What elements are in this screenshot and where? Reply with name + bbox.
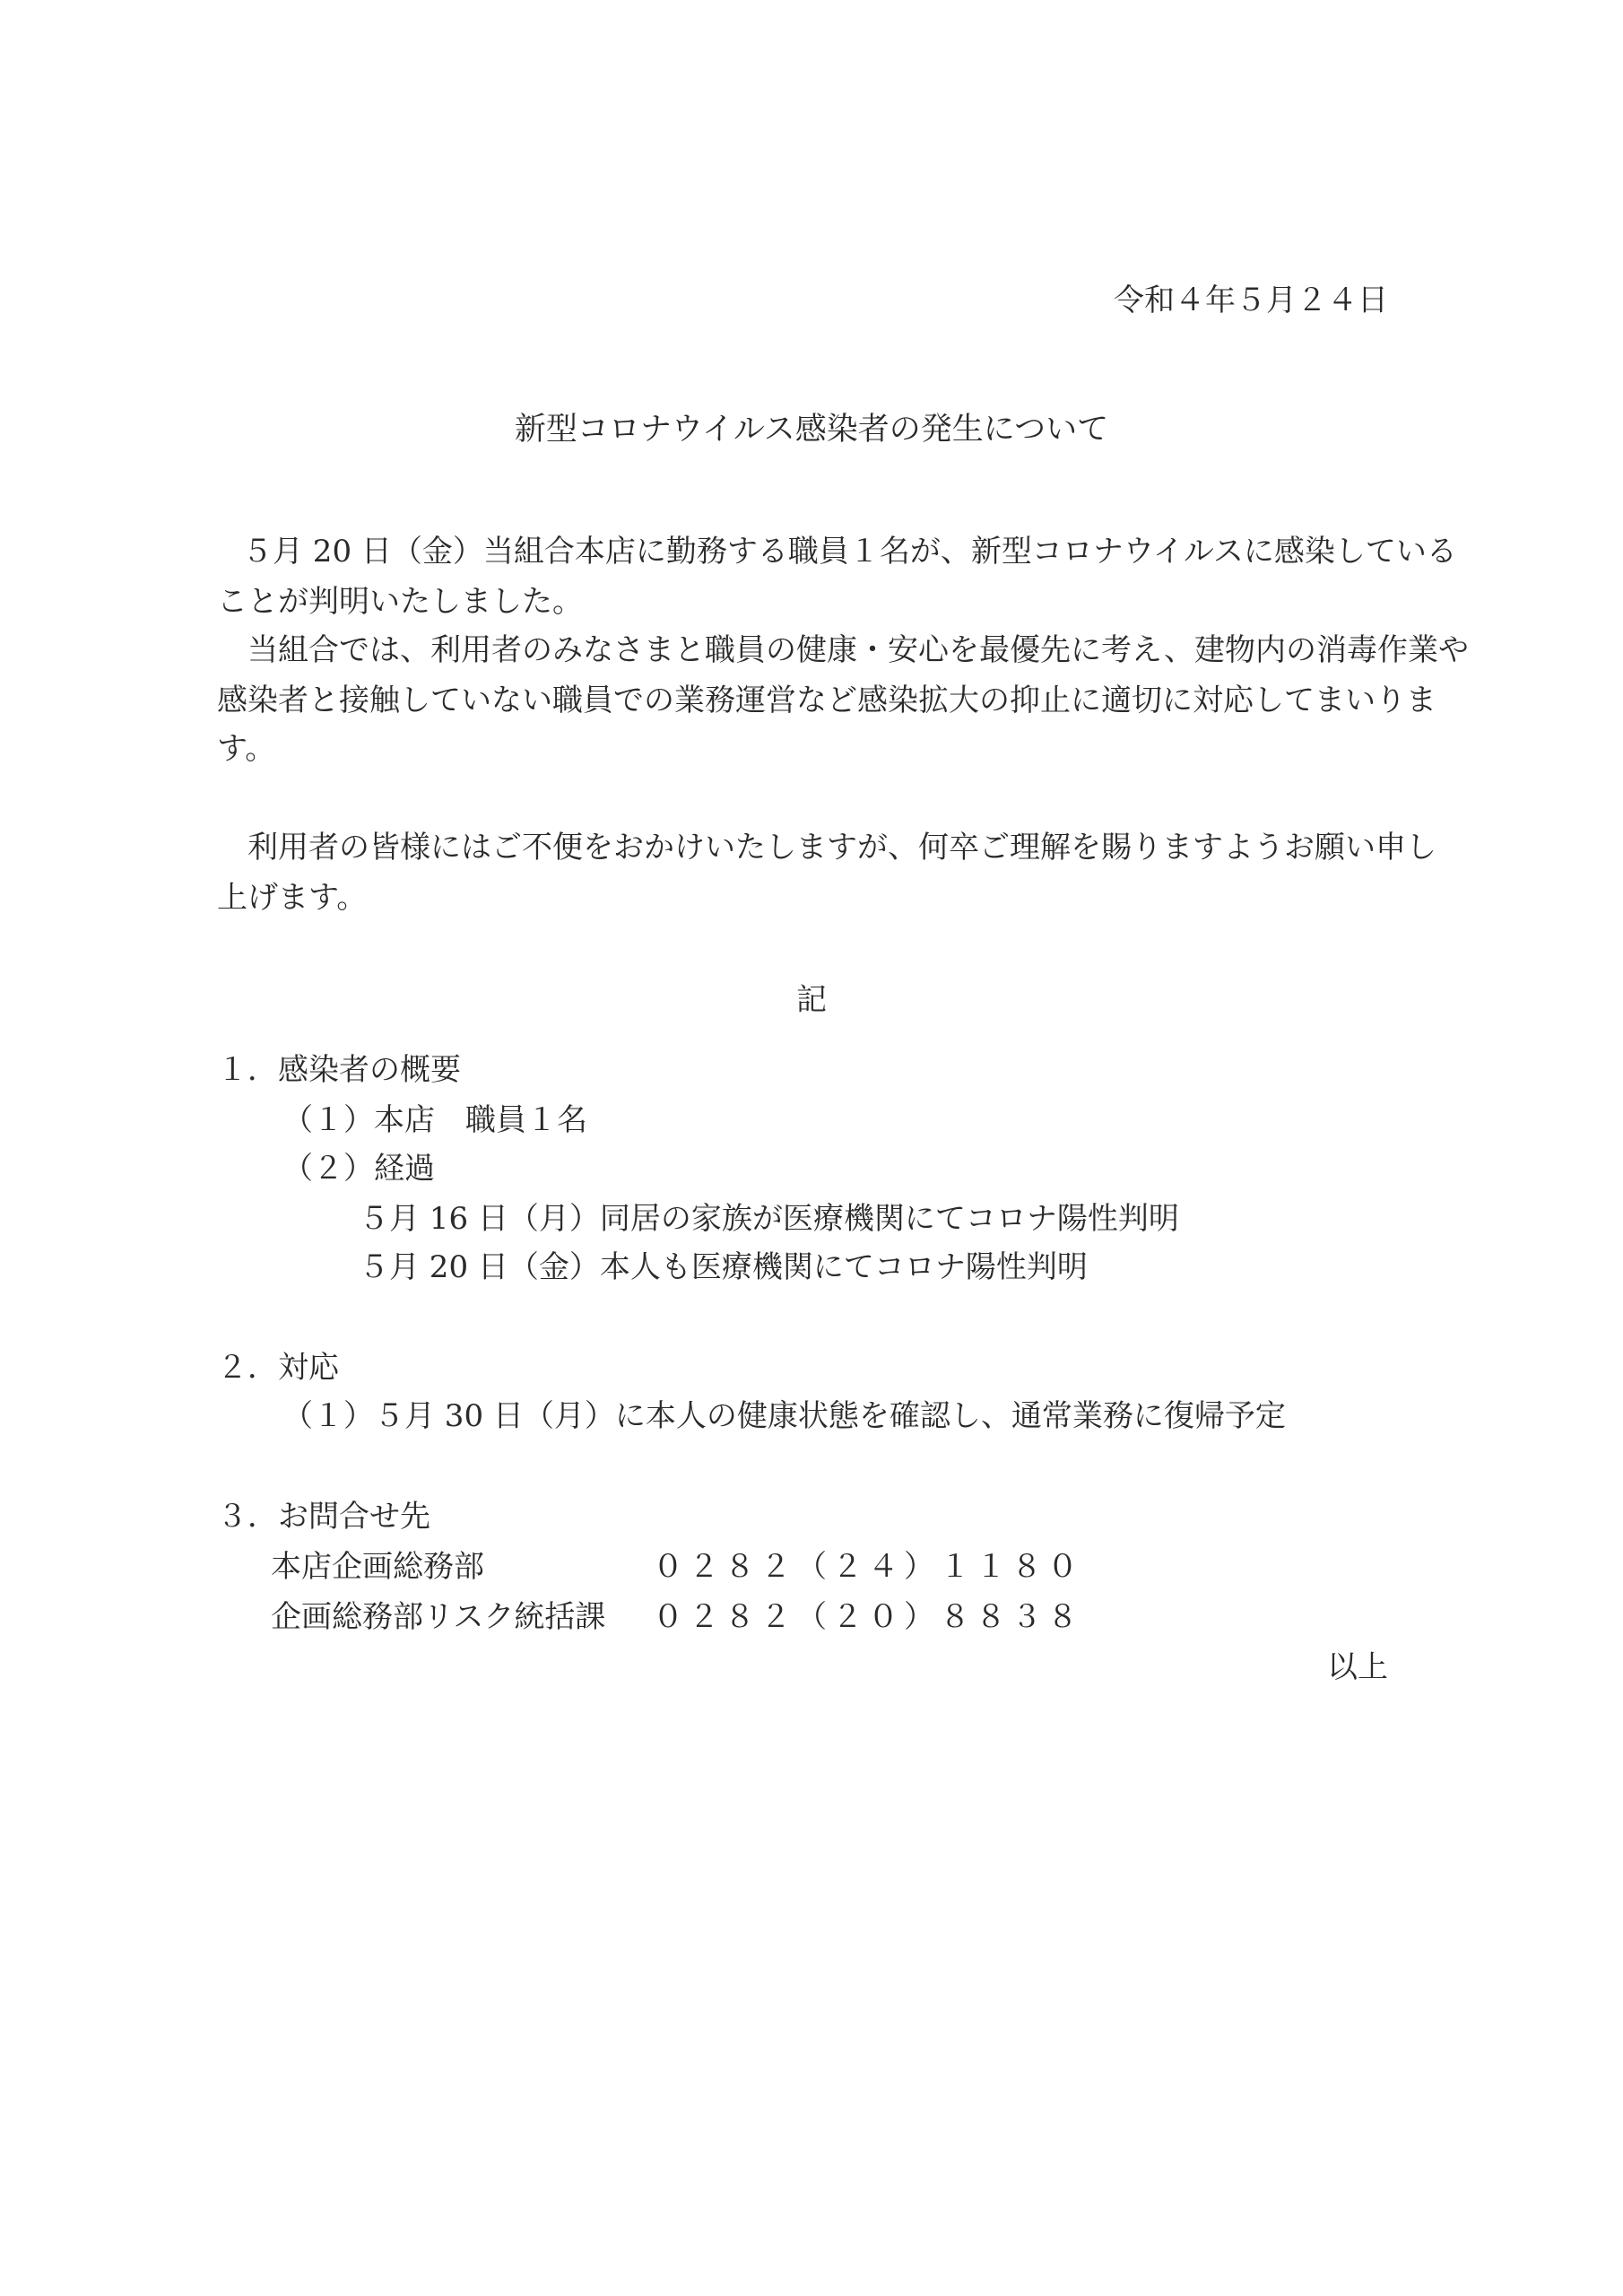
contact-name-1: 本店企画総務部 [271,1549,484,1585]
paragraph3-line2: 上げます。 [217,880,368,916]
section2-heading: ２．対応 [217,1350,339,1386]
timeline-entry-2: ５月 20 日（金）本人も医療機関にてコロナ陽性判明 [359,1249,1088,1285]
section3-heading: ３．お問合せ先 [217,1499,430,1535]
paragraph2-line2: 感染者と接触していない職員での業務運営など感染拡大の抑止に適切に対応してまいりま [217,683,1436,718]
ki-mark: 記 [796,982,827,1018]
section1-item1: （１）本店 職員１名 [282,1102,587,1138]
paragraph2-line1: 当組合では、利用者のみなさまと職員の健康・安心を最優先に考え、建物内の消毒作業や [217,632,1470,668]
contact-phone-1: ０２８２（２４）１１８０ [653,1549,1083,1585]
paragraph3-line1: 利用者の皆様にはご不便をおかけいたしますが、何卒ご理解を賜りますようお願い申し [217,830,1436,865]
paragraph1-line2: ことが判明いたしました。 [217,584,583,620]
document-title: 新型コロナウイルス感染者の発生について [514,412,1109,448]
timeline-entry-1: ５月 16 日（月）同居の家族が医療機関にてコロナ陽性判明 [359,1201,1179,1237]
contact-name-2: 企画総務部リスク統括課 [271,1599,606,1635]
section1-heading: １．感染者の概要 [217,1052,461,1088]
paragraph1-line1: ５月 20 日（金）当組合本店に勤務する職員１名が、新型コロナウイルスに感染している [242,534,1457,570]
contact-phone-2: ０２８２（２０）８８３８ [653,1599,1083,1635]
section1-item2: （２）経過 [282,1151,435,1187]
document-date: 令和４年５月２４日 [1114,283,1388,318]
closing-mark: 以上 [1327,1649,1388,1685]
paragraph2-line3: す。 [217,731,276,767]
section2-item1: （１）５月 30 日（月）に本人の健康状態を確認し、通常業務に復帰予定 [282,1398,1286,1434]
